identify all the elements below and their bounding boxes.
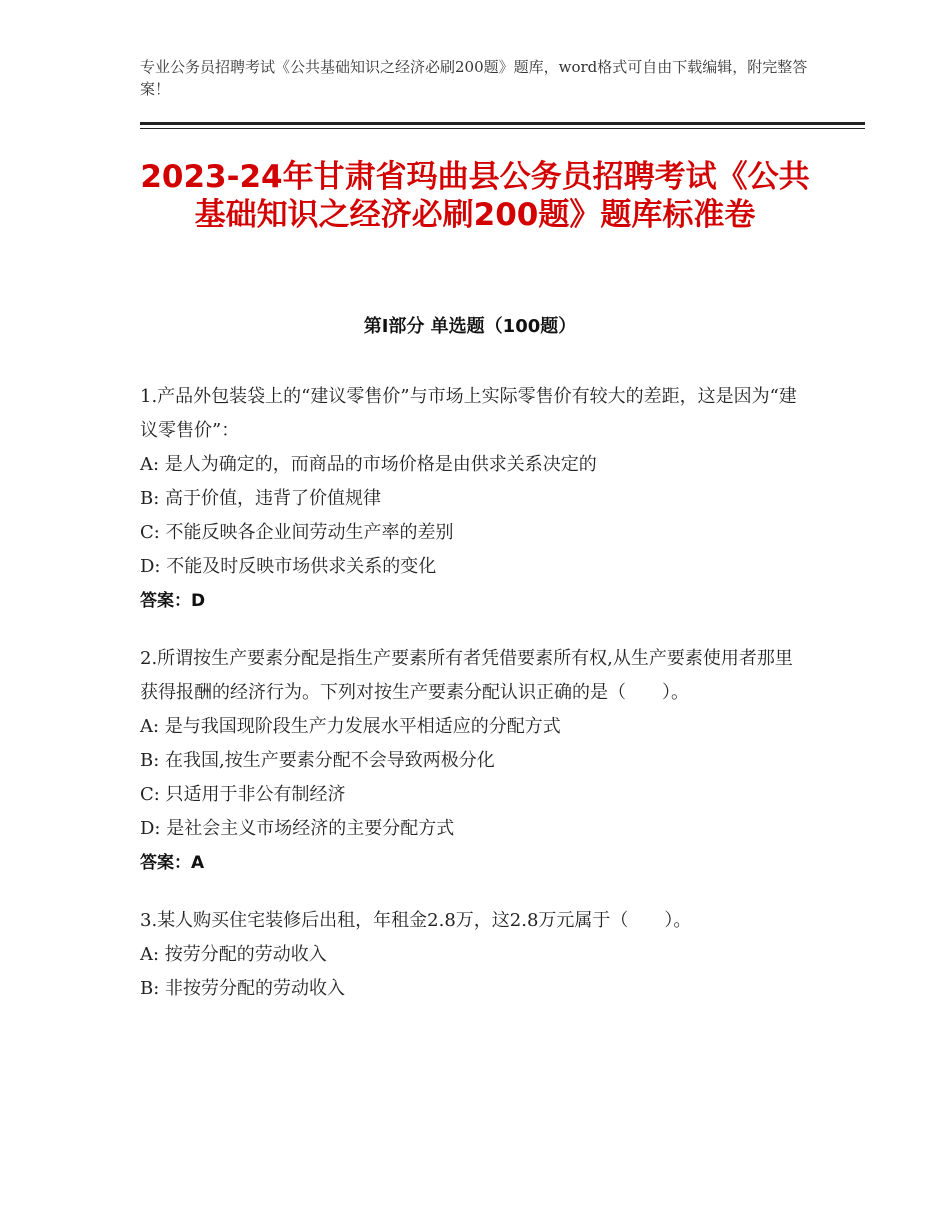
question-1 [140, 380, 810, 618]
header-rule-thick [140, 122, 865, 125]
option-c: C: 只适用于非公有制经济 [140, 784, 346, 805]
option-d: D: 是社会主义市场经济的主要分配方式 [140, 818, 455, 839]
option-d: D: 不能及时反映市场供求关系的变化 [140, 556, 437, 577]
option-b: B: 在我国,按生产要素分配不会导致两极分化 [140, 750, 495, 771]
section-heading: 第Ⅰ部分 单选题（100题） [363, 316, 577, 337]
header-rule-thin [140, 128, 865, 129]
question-3 [140, 904, 810, 1006]
answer-label: 答案： [140, 853, 191, 873]
option-c: C: 不能反映各企业间劳动生产率的差别 [140, 522, 454, 543]
option-b: B: 高于价值，违背了价值规律 [140, 488, 382, 509]
answer-line [140, 846, 810, 880]
question-stem: 3.某人购买住宅装修后出租，年租金2.8万，这2.8万元属于（ ）。 [140, 910, 692, 931]
option-a: A: 是与我国现阶段生产力发展水平相适应的分配方式 [140, 716, 561, 737]
option-a: A: 是人为确定的，而商品的市场价格是由供求关系决定的 [140, 454, 597, 475]
question-stem: 2.所谓按生产要素分配是指生产要素所有者凭借要素所有权,从生产要素使用者那里获得报酬的经济行为。下列对按生产要素分配认识正确的是（ ）。 [140, 648, 793, 703]
question-stem: 1.产品外包装袋上的“建议零售价”与市场上实际零售价有较大的差距，这是因为“建议零售价”： [140, 386, 797, 441]
answer-line [140, 584, 810, 618]
answer-value: D [191, 591, 206, 611]
question-list [140, 380, 810, 1030]
answer-label: 答案： [140, 591, 191, 611]
document-title: 2023-24年甘肃省玛曲县公务员招聘考试《公共基础知识之经济必刷200题》题库标准卷 [140, 159, 810, 233]
answer-value: A [191, 853, 205, 873]
option-b: B: 非按劳分配的劳动收入 [140, 978, 346, 999]
option-a: A: 按劳分配的劳动收入 [140, 944, 327, 965]
header-note: 专业公务员招聘考试《公共基础知识之经济必刷200题》题库，word格式可自由下载编辑，附完整答案！ [140, 58, 808, 98]
question-2 [140, 642, 810, 880]
